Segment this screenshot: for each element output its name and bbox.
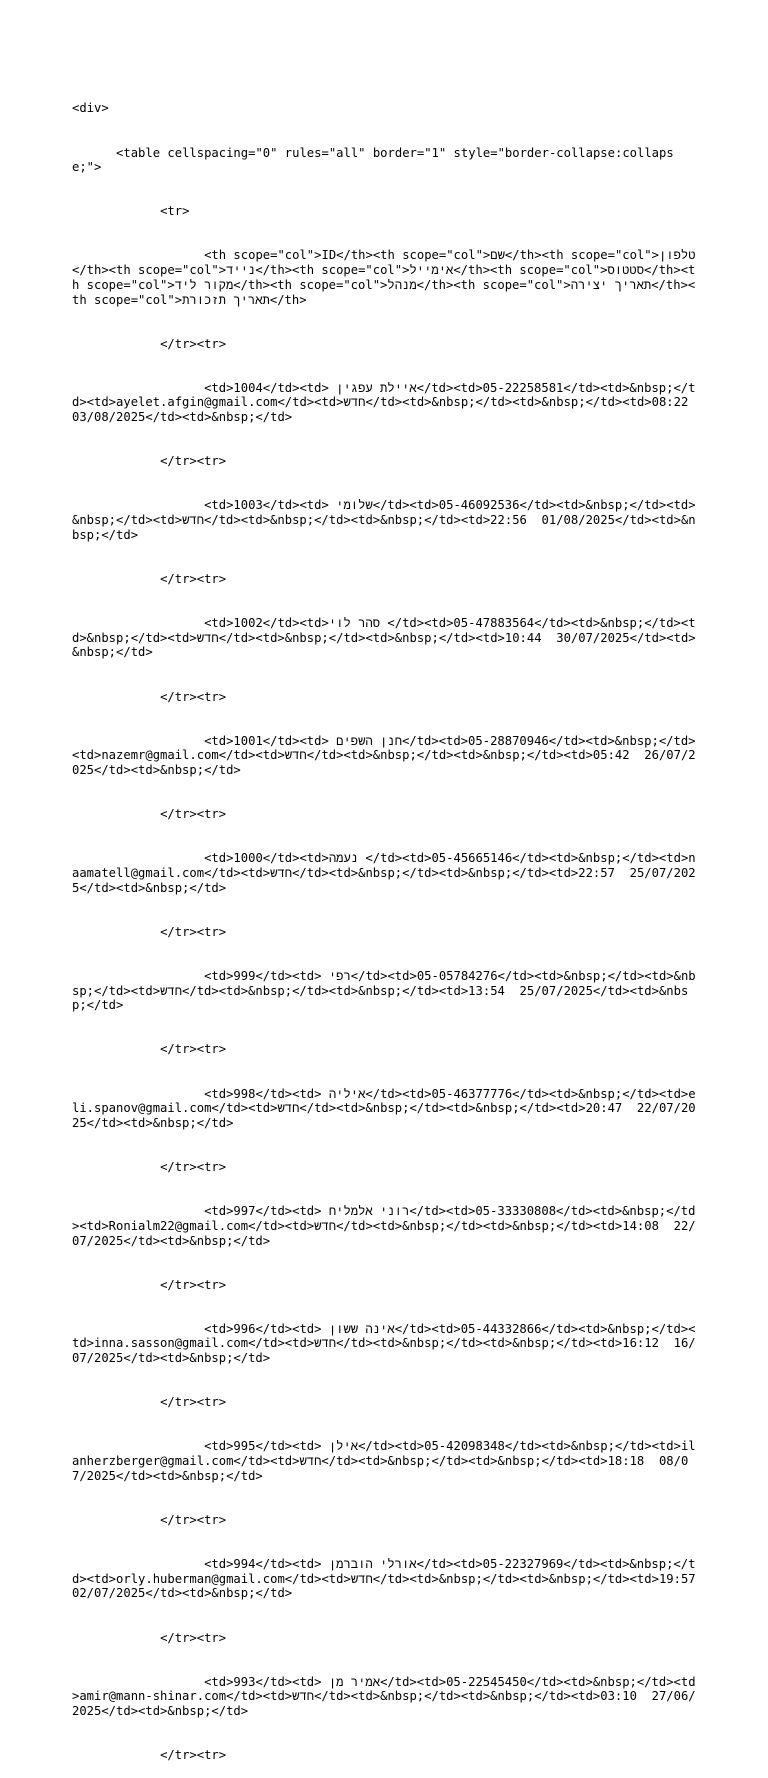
source-line: <td>1001</td><td> חנן השפים</td><td>05-28870946</td><td>&nbsp;</td><td>nazemr@gmail.com</td><td>חדש</td><td>&nbsp;</td><td>&nbsp;</td><td>05:42 26/07/2025</td><td>&nbsp;</td> bbox=[72, 733, 696, 778]
source-line: </tr><tr> bbox=[72, 807, 227, 822]
source-line: <td>997</td><td> רוני אלמליח</td><td>05-33330808</td><td>&nbsp;</td><td>Ronialm22@gmail.com</td><td>חדש</td><td>&nbsp;</td><td>&nbsp;</td><td>14:08 22/07/2025</td><td>&nbsp;</td> bbox=[72, 1204, 696, 1248]
source-line: </tr><tr> bbox=[72, 1277, 227, 1292]
source-line: </tr><tr> bbox=[72, 689, 227, 704]
source-line: </tr><tr> bbox=[72, 336, 227, 351]
source-line: <div> bbox=[72, 101, 109, 116]
source-line: </tr><tr> bbox=[72, 1160, 227, 1175]
source-line: <td>998</td><td> איליה</td><td>05-46377776</td><td>&nbsp;</td><td>eli.spanov@gmail.com</td><td>חדש</td><td>&nbsp;</td><td>&nbsp;</td><td>20:47 22/07/2025</td><td>&nbsp;</td> bbox=[72, 1086, 696, 1130]
source-line: </tr><tr> bbox=[72, 924, 227, 939]
source-line: </tr><tr> bbox=[72, 1042, 227, 1057]
html-source-text bbox=[72, 72, 711, 1778]
source-line: </tr><tr> bbox=[72, 1748, 227, 1763]
source-line: <td>1002</td><td>סהר לוי </td><td>05-47883564</td><td>&nbsp;</td><td>&nbsp;</td><td>חדש</td><td>&nbsp;</td><td>&nbsp;</td><td>10:44 30/07/2025</td><td>&nbsp;</td> bbox=[72, 616, 696, 660]
source-line: </tr><tr> bbox=[72, 454, 227, 469]
source-line: <td>999</td><td> רפי</td><td>05-05784276</td><td>&nbsp;</td><td>&nbsp;</td><td>חדש</td><td>&nbsp;</td><td>&nbsp;</td><td>13:54 25/07/2025</td><td>&nbsp;</td> bbox=[72, 968, 696, 1013]
source-line: <th scope="col">ID</th><th scope="col">שם</th><th scope="col">טלפון</th><th scope="col">נייד</th><th scope="col">אימייל</th><th scope="col">סטטוס</th><th scope="col">מקור ליד</th><th scope="col">מנהל</th><th scope="col">תאריך יצירה</th><th scope="col">תאריך תזכורת</th> bbox=[72, 248, 696, 307]
source-line: <td>996</td><td> אינה ששון</td><td>05-44332866</td><td>&nbsp;</td><td>inna.sasson@gmail.com</td><td>חדש</td><td>&nbsp;</td><td>&nbsp;</td><td>16:12 16/07/2025</td><td>&nbsp;</td> bbox=[72, 1321, 696, 1366]
source-line: <td>1000</td><td>נעמה </td><td>05-45665146</td><td>&nbsp;</td><td>naamatell@gmail.com</td><td>חדש</td><td>&nbsp;</td><td>&nbsp;</td><td>22:57 25/07/2025</td><td>&nbsp;</td> bbox=[72, 851, 696, 895]
source-line: </tr><tr> bbox=[72, 1395, 227, 1410]
source-line: <td>994</td><td> אורלי הוברמן</td><td>05-22327969</td><td>&nbsp;</td><td>orly.huberman@gmail.com</td><td>חדש</td><td>&nbsp;</td><td>&nbsp;</td><td>19:57 02/07/2025</td><td>&nbsp;</td> bbox=[72, 1557, 711, 1601]
source-line: <td>1003</td><td> שלומי</td><td>05-46092536</td><td>&nbsp;</td><td>&nbsp;</td><td>חדש</td><td>&nbsp;</td><td>&nbsp;</td><td>22:56 01/08/2025</td><td>&nbsp;</td> bbox=[72, 498, 696, 542]
source-line: <table cellspacing="0" rules="all" border="1" style="border-collapse:collapse;"> bbox=[72, 145, 674, 175]
source-line: </tr><tr> bbox=[72, 1630, 227, 1645]
source-line: <tr> bbox=[72, 204, 190, 219]
source-line: <td>1004</td><td> איילת עפגין</td><td>05-22258581</td><td>&nbsp;</td><td>ayelet.afgin@gmail.com</td><td>חדש</td><td>&nbsp;</td><td>&nbsp;</td><td>08:22 03/08/2025</td><td>&nbsp;</td> bbox=[72, 380, 703, 425]
source-line: <td>993</td><td> אמיר מן</td><td>05-22545450</td><td>&nbsp;</td><td>amir@mann-shinar.com</td><td>חדש</td><td>&nbsp;</td><td>&nbsp;</td><td>03:10 27/06/2025</td><td>&nbsp;</td> bbox=[72, 1674, 696, 1719]
source-line: <td>995</td><td> אילן</td><td>05-42098348</td><td>&nbsp;</td><td>ilanherzberger@gmail.com</td><td>חדש</td><td>&nbsp;</td><td>&nbsp;</td><td>18:18 08/07/2025</td><td>&nbsp;</td> bbox=[72, 1439, 696, 1483]
source-line: </tr><tr> bbox=[72, 1512, 227, 1527]
source-line: </tr><tr> bbox=[72, 571, 227, 586]
